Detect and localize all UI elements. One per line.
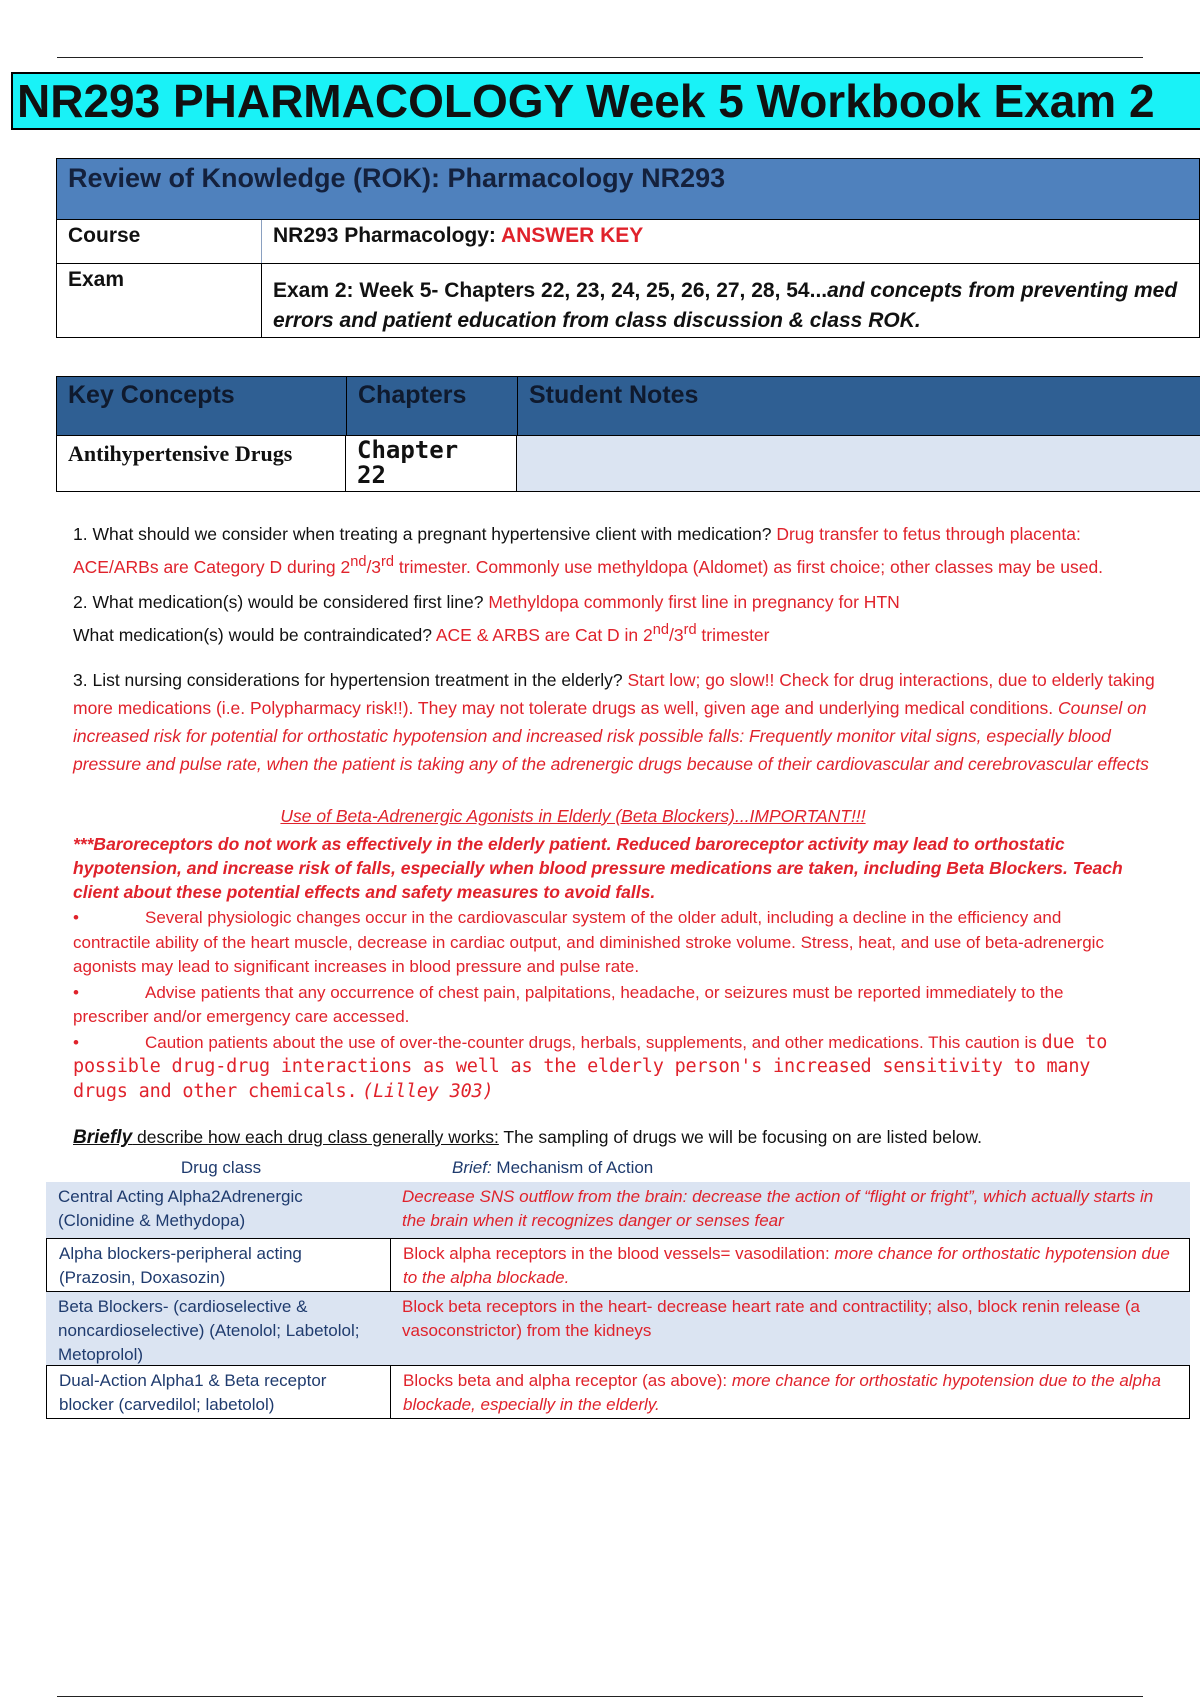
mechanism-cell: Block beta receptors in the heart- decrease heart rate and contractility; also, block renin release (a vasoconstrictor) from the kidneys — [402, 1297, 1140, 1340]
mechanism-cell: Blocks beta and alpha receptor (as above): more chance for orthostatic hypotension due to the alpha blockade, especially in the elderly. — [403, 1371, 1161, 1414]
bullet-dot: • — [73, 908, 79, 927]
question-3 — [73, 666, 1163, 778]
header-drug-class: Drug class — [180, 1158, 262, 1177]
exam-value: Exam 2: Week 5- Chapters 22, 23, 24, 25, 26, 27, 28, 54...and concepts from preventing med errors and patient education from class discussion & class ROK. — [273, 279, 1178, 332]
top-rule — [57, 57, 1143, 58]
citation: (Lilley 303) — [362, 1080, 494, 1102]
header-student-notes: Student Notes — [529, 381, 699, 409]
bullet-item: • Caution patients about the use of over-the-counter drugs, herbals, supplements, and other medications. This caution is due to possible drug-drug interactions as well as the elderly person's increased sensitivity to many drugs and other chemicals. (Lilley 303) — [73, 1031, 1108, 1102]
question-1-text: 1. What should we consider when treating a pregnant hypertensive client with medication? — [73, 524, 772, 544]
key-concepts-header — [56, 376, 1200, 436]
rok-header: Review of Knowledge (ROK): Pharmacology NR293 — [56, 158, 1200, 220]
exam-label: Exam — [57, 264, 262, 337]
bullet-item: • Advise patients that any occurrence of chest pain, palpitations, headache, or seizures must be reported immediately to the prescriber and/or emergency care accessed. — [73, 982, 1064, 1026]
table-row — [46, 1182, 1190, 1238]
bottom-rule — [57, 1696, 1143, 1697]
answer-3-italic: Counsel on increased risk for potential for orthostatic hypotension and increased risk possible falls: Frequently monitor vital signs, especially blood pressure and pulse rate, when the patient is taking any of the adrenergic drugs because of their cardiovascular and cerebrovascular effects — [73, 698, 1149, 774]
question-2a-text: 2. What medication(s) would be considered first line? — [73, 592, 484, 612]
drug-class-cell: Central Acting Alpha2Adrenergic (Clonidine & Methydopa) — [58, 1187, 303, 1230]
answer-2a: Methyldopa commonly first line in pregnancy for HTN — [488, 592, 900, 612]
brief-instruction: Briefly describe how each drug class generally works: The sampling of drugs we will be focusing on are listed below. — [73, 1127, 982, 1148]
question-2b-text: What medication(s) would be contraindicated? — [73, 624, 432, 645]
table-row — [46, 1292, 1190, 1365]
exam-row — [56, 264, 1200, 338]
chapter-cell: Chapter 22 — [346, 436, 517, 491]
answer-3: Start low; go slow!! Check for drug interactions, due to elderly taking more medications (i.e. Polypharmacy risk!!). They may not tolerate drugs as well, given age and underlying medical conditions. — [73, 670, 1155, 718]
drug-class-cell: Alpha blockers-peripheral acting (Prazosin, Doxasozin) — [47, 1239, 391, 1291]
question-2 — [73, 588, 1163, 649]
drug-table-header — [46, 1158, 1190, 1182]
table-row — [46, 1365, 1190, 1419]
document-title: NR293 PHARMACOLOGY Week 5 Workbook Exam 2 — [11, 72, 1200, 130]
beta-section-title: Use of Beta-Adrenergic Agonists in Elderly (Beta Blockers)...IMPORTANT!!! — [280, 806, 866, 826]
rok-table — [56, 158, 1200, 338]
concept-cell: Antihypertensive Drugs — [57, 436, 346, 491]
key-concepts-table — [56, 376, 1200, 492]
answer-2b: ACE & ARBS are Cat D in 2nd/3rd trimester — [435, 622, 770, 645]
drug-class-cell: Beta Blockers- (cardioselective & noncardioselective) (Atenolol; Labetolol; Metoprolol) — [58, 1297, 360, 1364]
answer-key-label: ANSWER KEY — [500, 224, 644, 247]
mechanism-cell: Decrease SNS outflow from the brain: decrease the action of “flight or fright”, which actually starts in the brain when it recognizes danger or senses fear — [402, 1187, 1154, 1230]
question-1 — [73, 520, 1163, 581]
drug-class-table — [46, 1158, 1190, 1419]
bullet-dot: • — [73, 1032, 79, 1052]
header-key-concepts: Key Concepts — [57, 377, 347, 435]
student-notes-cell — [517, 436, 1200, 491]
bullet-item: • Several physiologic changes occur in the cardiovascular system of the older adult, including a decline in the efficiency and contractile ability of the heart muscle, decrease in cardiac output, and diminished stroke volume. Stress, heat, and use of beta-adrenergic agonists may lead to significant increases in blood pressure and pulse rate. — [73, 908, 1104, 976]
bullet-dot: • — [73, 982, 79, 1002]
table-row — [46, 1238, 1190, 1292]
mechanism-cell: Block alpha receptors in the blood vessels= vasodilation: more chance for orthostatic hypotension due to the alpha blockade. — [403, 1244, 1170, 1287]
baroreceptor-note: ***Baroreceptors do not work as effectively in the elderly patient. Reduced baroreceptor activity may lead to orthostatic hypotension, and increase risk of falls, especially when blood pressure medications are taken, including Beta Blockers. Teach client about these potential effects and safety measures to avoid falls. — [73, 834, 1123, 902]
answer-1: Drug transfer to fetus through placenta: ACE/ARBs are Category D during 2nd/3rd trimester. Commonly use methyldopa (Aldomet) as first choice; other classes may be used. — [73, 524, 1104, 577]
header-mechanism: Brief: Mechanism of Action — [452, 1158, 654, 1177]
drug-class-cell: Dual-Action Alpha1 & Beta receptor blocker (carvedilol; labetolol) — [47, 1366, 391, 1418]
course-label: Course — [57, 220, 262, 263]
beta-bullets — [73, 906, 1133, 1105]
course-row — [56, 220, 1200, 264]
key-concepts-row — [56, 436, 1200, 492]
course-value: NR293 Pharmacology: ANSWER KEY — [273, 224, 644, 247]
question-3-text: 3. List nursing considerations for hypertension treatment in the elderly? — [73, 670, 623, 690]
header-chapters: Chapters — [347, 377, 518, 435]
